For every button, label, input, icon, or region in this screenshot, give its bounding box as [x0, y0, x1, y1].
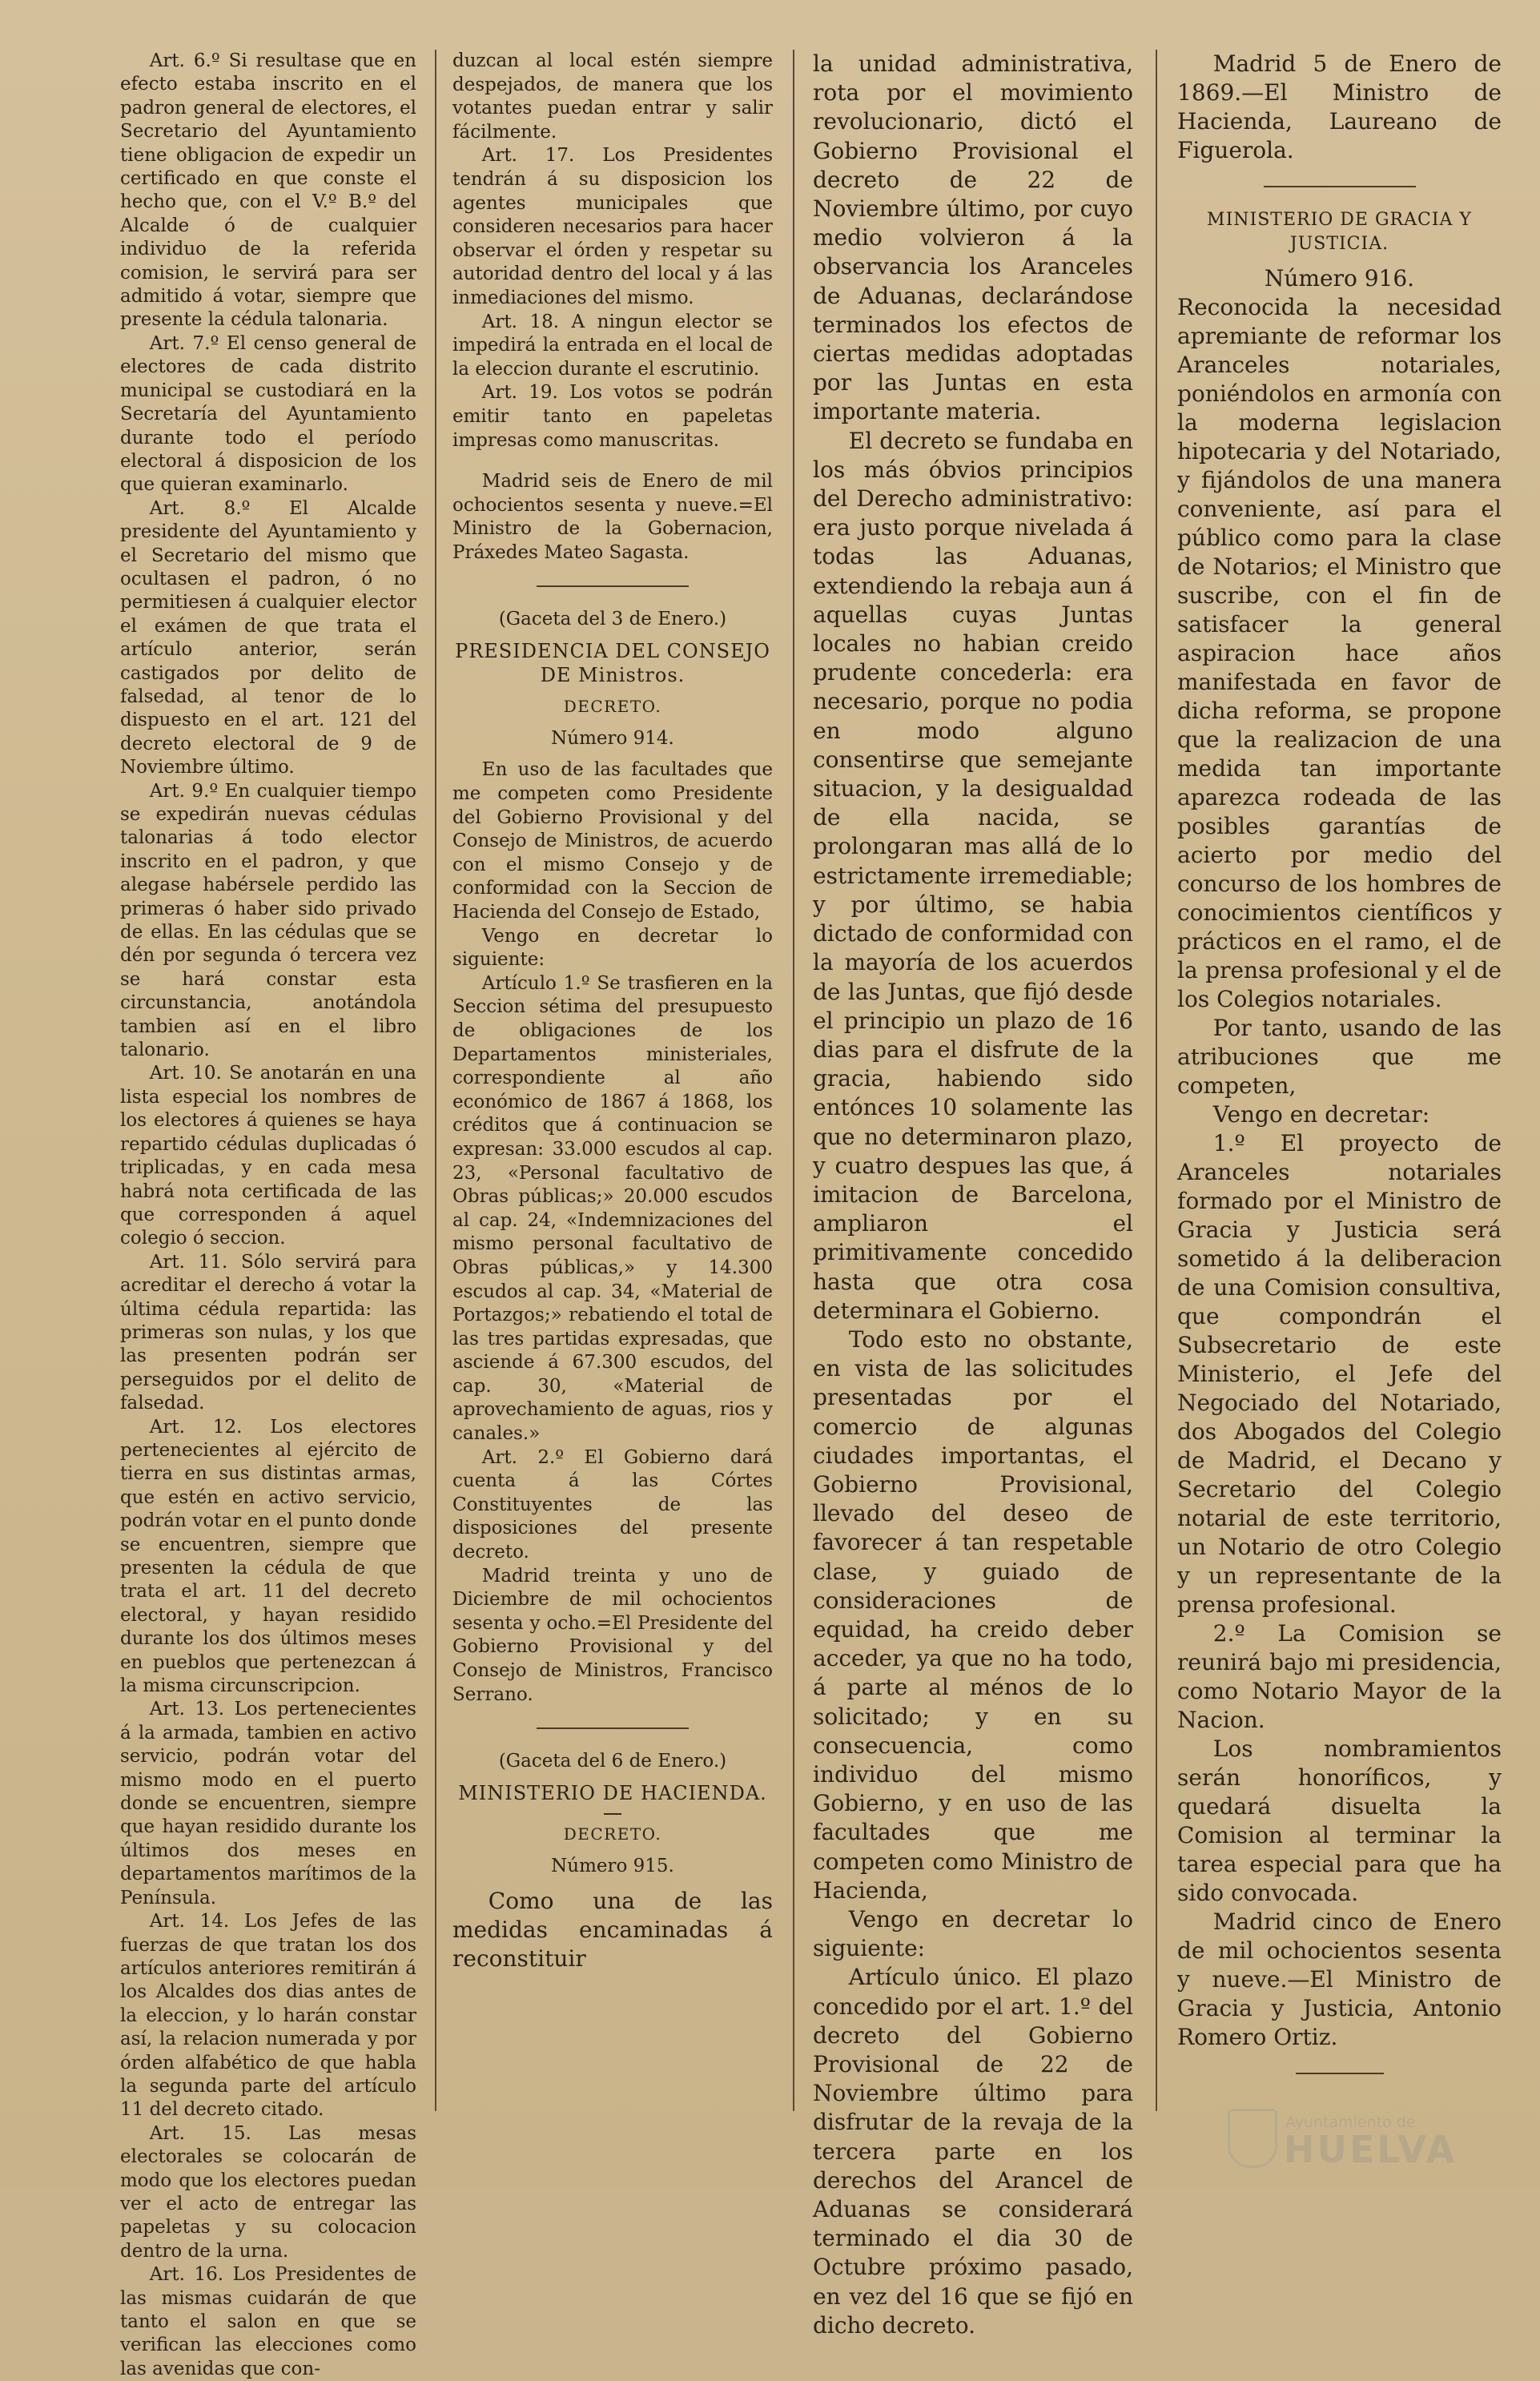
section-heading: PRESIDENCIA DEL CONSEJO DE Ministros. [455, 640, 770, 686]
decree-paragraph: Todo esto no obstante, en vista de las solicitudes presentadas por el comercio de algunas ciudades importantas, el Gobierno Provisional, llevado del deseo de favorecer á tan respetable clase, y guiado de consideraciones de equidad, ha creido deber acceder, ya que no ha todo, á parte al ménos de lo solicitado; y en su consecuencia, como individuo del mismo Gobierno, y en uso de las facultades que me competen como Ministro de Hacienda, [813, 1325, 1133, 1904]
decree-paragraph: Reconocida la necesidad apremiante de reformar los Aranceles notariales, poniéndolos en armonía con la moderna legislacion hipotecaria y del Notariado, y fijándolos de una manera conveniente, así para el público como para la clase de Notarios; el Ministro que suscribe, con el fin de satisfacer la general aspiracion hace años manifestada en favor de dicha reforma, se propone que la realizacion de una medida tan importante aparezca rodeada de las posibles garantías de acierto por medio del concurso de los hombres de conocimientos científicos y prácticos en el ramo, el de la prensa profesional y el de los Colegios notariales. [1177, 294, 1502, 1012]
signature-hacienda: Madrid 5 de Enero de 1869.—El Ministro de Hacienda, Laureano de Figuerola. [1177, 50, 1502, 163]
decree-paragraph: 2.º La Comision se reunirá bajo mi presidencia, como Notario Mayor de la Nacion. [1177, 1620, 1502, 1733]
article-paragraph: Art. 19. Los votos se podrán emitir tanto en papeletas impresas como manuscritas. [452, 382, 773, 451]
separator-rule [537, 585, 689, 587]
article-paragraph: Art. 11. Sólo servirá para acreditar el derecho á votar la última cédula repartida: las primeras son nulas, y los que las presenten podrán ser perseguidos por el delito de falsedad. [120, 1251, 416, 1414]
heading-dash [604, 1813, 621, 1815]
section-heading: MINISTERIO DE HACIENDA. [458, 1781, 767, 1804]
article-paragraph: Art. 15. Las mesas electorales se colocarán de modo que los electores puedan ver el acto de entregar las papeletas y su colocacion dentro de la urna. [120, 2122, 416, 2262]
decree-paragraph: Madrid cinco de Enero de mil ochocientos sesenta y nueve.—El Ministro de Gracia y Justicia, Antonio Romero Ortiz. [1177, 1908, 1502, 2050]
signature-gobernacion: Madrid seis de Enero de mil ochocientos sesenta y nueve.=El Ministro de la Gobernacion, Práxedes Mateo Sagasta. [452, 471, 773, 563]
column-4 [1177, 50, 1502, 2091]
article-paragraph: Art. 10. Se anotarán en una lista especial los nombres de los electores á quienes se haya repartido cédulas duplicadas ó triplicadas, y en cada mesa habrá nota certificada de las que corresponden á aquel colegio ó seccion. [120, 1063, 416, 1249]
coat-of-arms-icon [1228, 2109, 1277, 2168]
gaceta-date: (Gaceta del 3 de Enero.) [498, 609, 727, 630]
continued-paragraph: la unidad administrativa, rota por el movimiento revolucionario, dictó el Gobierno Provisional el decreto de 22 de Noviembre último, por cuyo medio volvieron á la observancia los Aranceles de Aduanas, declarándose terminados los efectos de ciertas medidas adoptadas por las Juntas en esta importante materia. [813, 50, 1133, 425]
gaceta-date: (Gaceta del 6 de Enero.) [498, 1751, 727, 1772]
decree-paragraph: Vengo en decretar lo siguiente: [813, 1906, 1133, 1962]
article-paragraph: Art. 7.º El censo general de electores de cada distrito municipal se custodiará en la Secretaría del Ayuntamiento durante todo el período electoral á disposicion de los que quieran examinarlo. [120, 332, 416, 496]
article-paragraph: Art. 18. A ningun elector se impedirá la entrada en el local de la eleccion durante el escrutinio. [452, 311, 773, 380]
watermark-line-2: HUELVA [1284, 2128, 1458, 2171]
continued-paragraph: duzcan al local estén siempre despejados, de manera que los votantes puedan entrar y salir fácilmente. [452, 50, 773, 143]
decree-label: DECRETO. [563, 1824, 662, 1844]
decree-paragraph: Por tanto, usando de las atribuciones que me competen, [1177, 1015, 1502, 1099]
separator-rule [1264, 186, 1416, 187]
decree-paragraph: Art. 2.º El Gobierno dará cuenta á las Córtes Constituyentes de las disposiciones del presente decreto. [452, 1446, 773, 1563]
decree-paragraph: En uso de las facultades que me competen como Presidente del Gobierno Provisional y del Consejo de Ministros, de acuerdo con el mismo Consejo y de conformidad con la Seccion de Hacienda del Consejo de Estado, [452, 759, 773, 923]
article-paragraph: Art. 14. Los Jefes de las fuerzas de que tratan los dos artículos anteriores remitirán á los Alcaldes dos dias antes de la eleccion, y lo harán constar así, la relacion numerada y por órden alfabético de que habla la segunda parte del artículo 11 del decreto citado. [120, 1911, 416, 2121]
article-paragraph: Art. 13. Los pertenecientes á la armada, tambien en activo servicio, podrán votar del mismo modo en el puerto donde se encuentren, siempre que hayan residido durante los últimos dos meses en departamentos marítimos de la Península. [120, 1699, 416, 1908]
separator-rule [1296, 2073, 1384, 2074]
decree-paragraph: 1.º El proyecto de Aranceles notariales formado por el Ministro de Gracia y Justicia será sometido á la deliberacion de una Comision consultiva, que compondrán el Subsecretario de este Ministerio, el Jefe del Negociado del Notariado, dos Abogados del Colegio de Madrid, el Decano y Secretario del Colegio notarial de este territorio, un Notario de otro Colegio y un representante de la prensa profesional. [1177, 1130, 1502, 1618]
article-paragraph: Art. 17. Los Presidentes tendrán á su disposicion los agentes municipales que consideren necesarios para hacer observar el órden y respetar su autoridad dentro del local y á las inmediaciones del mismo. [452, 145, 773, 308]
watermark-line-1: Ayuntamiento de [1285, 2114, 1416, 2131]
decree-paragraph: Madrid treinta y uno de Diciembre de mil ochocientos sesenta y ocho.=El Presidente del Gobierno Provisional y del Consejo de Ministros, Francisco Serrano. [452, 1565, 773, 1705]
column-rule [1156, 50, 1157, 2111]
article-paragraph: Art. 6.º Si resultase que en efecto estaba inscrito en el padron general de electores, el Secretario del Ayuntamiento tiene obligacion de expedir un certificado en que conste el hecho que, con el V.º B.º del Alcalde ó de cualquier individuo de la referida comision, le servirá para ser admitido á votar, siempre que presente la cédula talonaria. [120, 50, 416, 331]
decree-paragraph: Vengo en decretar lo siguiente: [452, 925, 773, 971]
article-paragraph: Art. 16. Los Presidentes de las mismas cuidarán de que tanto el salon en que se verifican las elecciones como las avenidas que con- [120, 2264, 416, 2379]
article-paragraph: Art. 12. Los electores pertenecientes al ejército de tierra en sus distintas armas, que estén en activo servicio, podrán votar en el punto donde se encuentren, siempre que presenten la cédula de que trata el art. 11 del decreto electoral, y hayan residido durante los dos últimos meses en pueblos que pertenezcan á la misma circunscripcion. [120, 1416, 416, 1697]
column-rule [435, 50, 436, 2111]
column-2 [452, 50, 773, 2091]
column-3 [813, 50, 1133, 2339]
decree-paragraph: Vengo en decretar: [1212, 1101, 1430, 1128]
decree-paragraph: Como una de las medidas encaminadas á reconstituir [452, 1887, 773, 1972]
decree-number: Número 914. [551, 727, 674, 749]
decree-paragraph: Los nombramientos serán honoríficos, y quedará disuelta la Comision al terminar la tarea especial para que ha sido convocada. [1177, 1735, 1502, 1906]
decree-paragraph: Artículo único. El plazo concedido por el art. 1.º del decreto del Gobierno Provisional de 22 de Noviembre último para disfrutar de la revaja de la tercera parte en los derechos del Arancel de Aduanas se considerará terminado el dia 30 de Octubre próximo pasado, en vez del 16 que se fijó en dicho decreto. [813, 1964, 1133, 2339]
separator-rule [537, 1727, 689, 1729]
decree-paragraph: El decreto se fundaba en los más óbvios principios del Derecho administrativo: era justo porque nivelada á todas las Aduanas, extendiendo la rebaja aun á aquellas cuyas Juntas locales no habian creido prudente concederla: era necesario, porque no podia en modo alguno consentirse que semejante situacion, y la desigualdad de ella nacida, se prolongaran mas allá de lo estrictamente irremediable; y por último, se habia dictado de conformidad con la mayoría de los acuerdos de las Juntas, que fijó desde el principio un plazo de 16 dias para el disfrute de la gracia, habiendo sido entónces 10 solamente las que no determinaron plazo, y cuatro despues las que, á imitacion de Barcelona, ampliaron el primitivamente concedido hasta que otra cosa determinara el Gobierno. [813, 427, 1133, 1324]
article-paragraph: Art. 8.º El Alcalde presidente del Ayuntamiento y el Secretario del mismo que ocultasen el padron, ó no permitiesen á cualquier elector el exámen de que trata el artículo anterior, serán castigados por delito de falsedad, al tenor de lo dispuesto en el art. 121 del decreto electoral de 9 de Noviembre último. [120, 497, 416, 778]
decree-paragraph: Artículo 1.º Se trasfieren en la Seccion sétima del presupuesto de obligaciones de los Departamentos ministeriales, correspondiente al año económico de 1867 á 1868, los créditos que á continuacion se expresan: 33.000 escudos al cap. 23, «Personal facultativo de Obras públicas;» 20.000 escudos al cap. 24, «Indemnizaciones del mismo personal facultativo de Obras públicas,» y 14.300 escudos al cap. 34, «Material de Portazgos;» rebatiendo el total de las tres partidas expresadas, que asciende á 67.300 escudos, del cap. 30, «Material de aprovechamiento de aguas, rios y canales.» [452, 972, 773, 1445]
decree-number: Número 916. [1264, 265, 1415, 292]
decree-label: DECRETO. [563, 697, 662, 717]
article-paragraph: Art. 9.º En cualquier tiempo se expedirán nuevas cédulas talonarias á todo elector inscrito en el padron, y que alegase habérsele perdido las primeras ó haber sido privado de ellas. En las cédulas que se dén por segunda ó tercera vez se hará constar esta circunstancia, anotándola tambien así en el libro talonario. [120, 780, 416, 1061]
column-rule [793, 50, 794, 2111]
decree-number: Número 915. [551, 1855, 674, 1876]
archive-watermark [1228, 2107, 1492, 2171]
section-heading: MINISTERIO DE GRACIA Y JUSTICIA. [1207, 210, 1472, 254]
column-1 [120, 50, 416, 2379]
